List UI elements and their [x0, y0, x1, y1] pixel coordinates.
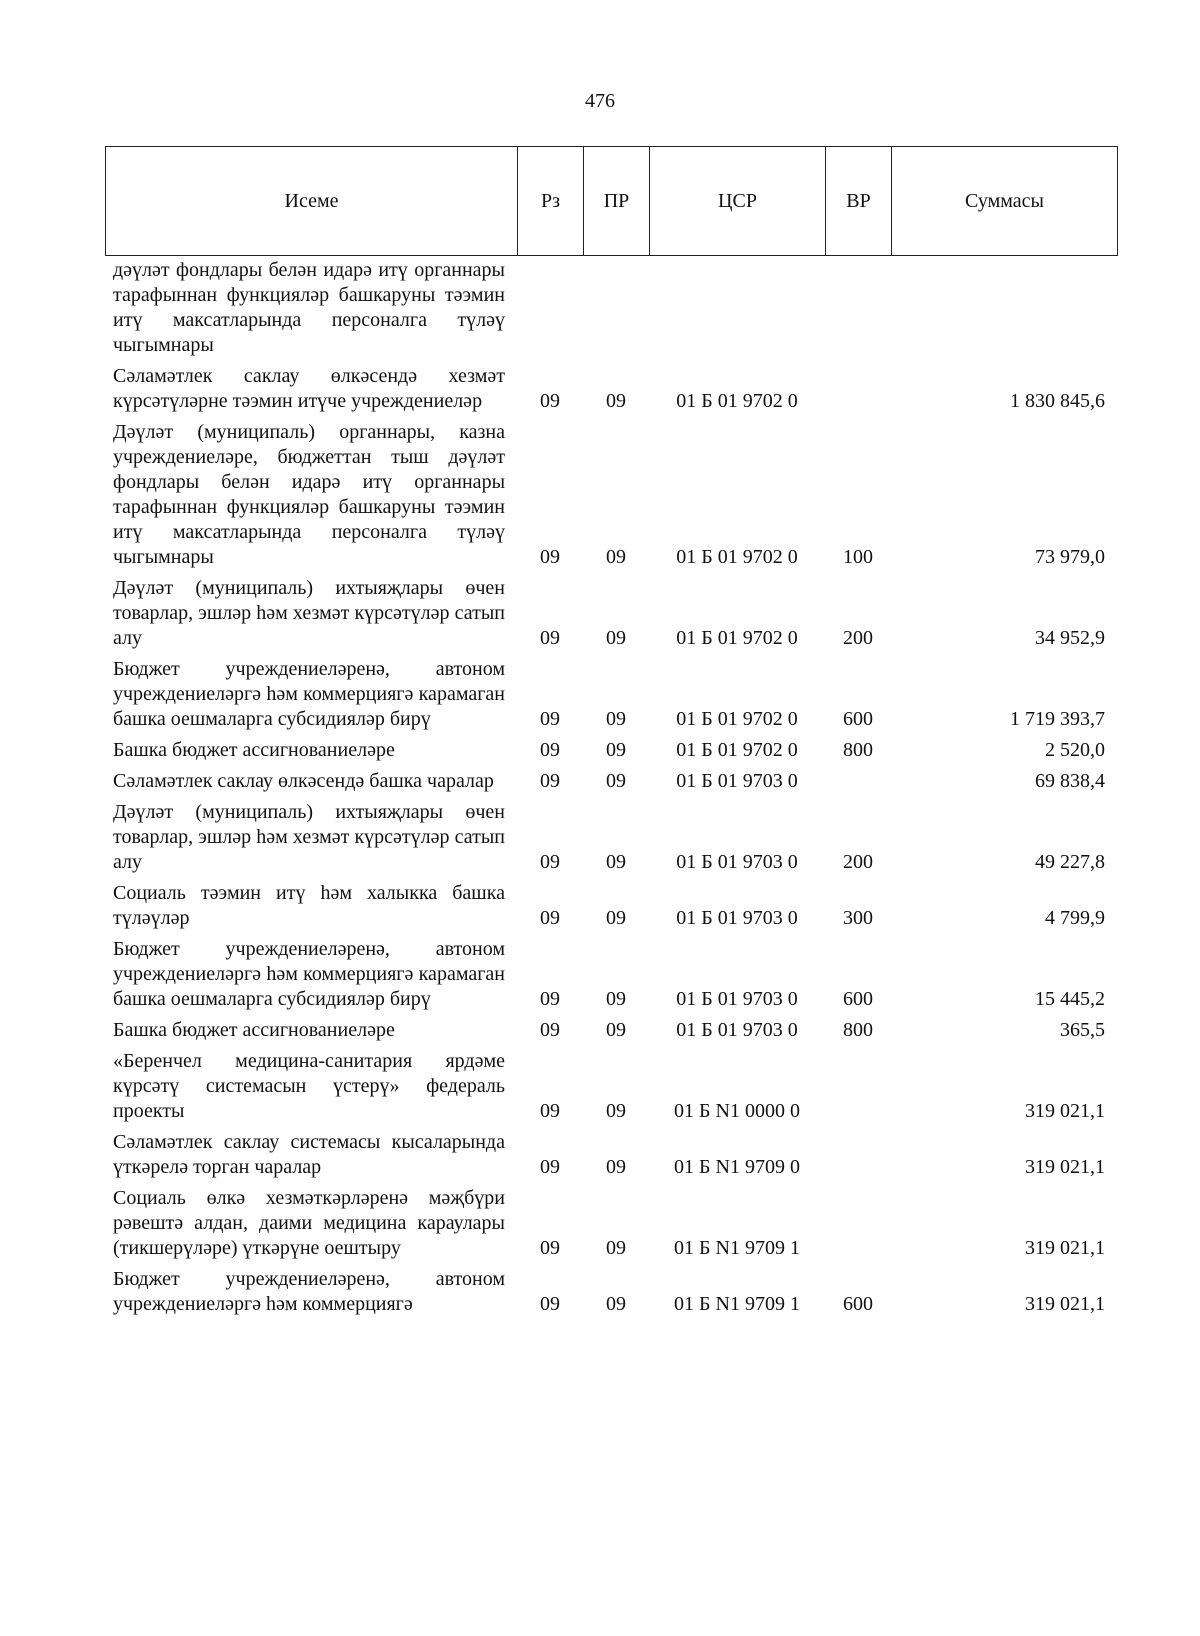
cell-vr: 600 — [843, 988, 873, 1010]
cell-pr: 09 — [606, 1019, 626, 1041]
cell-sum: 319 021,1 — [1025, 1237, 1105, 1259]
table-row — [105, 1049, 1117, 1130]
cell-name: Бюджет учреждениеләренә, автоном учреждениеләргә һәм коммерциягә карамаган башка оешмаларга субсидияләр бирү — [113, 658, 505, 730]
cell-vr: 600 — [843, 708, 873, 730]
cell-name: Дәүләт (муниципаль) ихтыяҗлары өчен товарлар, эшләр һәм хезмәт күрсәтүләр сатып алу — [113, 801, 505, 873]
cell-rz: 09 — [540, 1019, 560, 1041]
cell-csr: 01 Б 01 9703 0 — [676, 851, 798, 873]
cell-vr — [825, 258, 891, 364]
cell-csr: 01 Б 01 9703 0 — [676, 770, 798, 792]
cell-vr — [825, 364, 891, 420]
cell-sum: 69 838,4 — [1035, 770, 1105, 792]
cell-pr: 09 — [606, 1100, 626, 1122]
cell-name: Бюджет учреждениеләренә, автоном учреждениеләргә һәм коммерциягә карамаган башка оешмаларга субсидияләр бирү — [113, 938, 505, 1010]
cell-sum: 2 520,0 — [1045, 739, 1105, 761]
table-row — [105, 881, 1117, 937]
cell-name: «Беренчел медицина-санитария ярдәме күрсәтү системасын үстерү» федераль проекты — [113, 1050, 505, 1122]
cell-vr: 800 — [843, 1019, 873, 1041]
cell-rz: 09 — [540, 739, 560, 761]
cell-csr: 01 Б 01 9702 0 — [676, 739, 798, 761]
table-body — [105, 258, 1117, 1323]
table-row — [105, 258, 1117, 364]
cell-pr: 09 — [606, 770, 626, 792]
cell-name: Сәламәтлек саклау өлкәсендә хезмәт күрсәтүләрне тәэмин итүче учреждениеләр — [113, 365, 505, 412]
cell-sum: 15 445,2 — [1035, 988, 1105, 1010]
cell-rz — [517, 258, 583, 364]
header-name: Исеме — [106, 147, 518, 256]
cell-csr: 01 Б N1 9709 1 — [674, 1237, 800, 1259]
cell-pr: 09 — [606, 988, 626, 1010]
cell-pr: 09 — [606, 851, 626, 873]
cell-rz: 09 — [540, 1293, 560, 1315]
cell-csr: 01 Б 01 9703 0 — [676, 1019, 798, 1041]
cell-sum: 1 719 393,7 — [1010, 708, 1105, 730]
cell-csr: 01 Б 01 9702 0 — [676, 546, 798, 568]
cell-sum: 4 799,9 — [1045, 907, 1105, 929]
cell-rz: 09 — [540, 770, 560, 792]
cell-pr: 09 — [606, 390, 626, 412]
cell-rz: 09 — [540, 1237, 560, 1259]
cell-name: Дәүләт (муниципаль) ихтыяҗлары өчен товарлар, эшләр һәм хезмәт күрсәтүләр сатып алу — [113, 577, 505, 649]
cell-sum: 319 021,1 — [1025, 1293, 1105, 1315]
cell-csr: 01 Б 01 9702 0 — [676, 708, 798, 730]
header-sum: Суммасы — [892, 147, 1118, 256]
table-row — [105, 364, 1117, 420]
table-row — [105, 420, 1117, 576]
cell-sum — [891, 258, 1117, 364]
cell-csr: 01 Б N1 9709 0 — [674, 1156, 800, 1178]
cell-rz: 09 — [540, 1156, 560, 1178]
header-vr: ВР — [826, 147, 892, 256]
cell-csr — [649, 258, 825, 364]
table-row — [105, 1018, 1117, 1049]
cell-pr: 09 — [606, 907, 626, 929]
cell-pr: 09 — [606, 1237, 626, 1259]
cell-rz: 09 — [540, 546, 560, 568]
header-csr: ЦСР — [650, 147, 826, 256]
cell-name: Башка бюджет ассигнованиеләре — [113, 739, 395, 761]
cell-sum: 319 021,1 — [1025, 1100, 1105, 1122]
cell-csr: 01 Б 01 9702 0 — [676, 390, 798, 412]
cell-vr: 100 — [843, 546, 873, 568]
cell-rz: 09 — [540, 851, 560, 873]
cell-sum: 1 830 845,6 — [1010, 390, 1105, 412]
cell-pr: 09 — [606, 627, 626, 649]
cell-rz: 09 — [540, 390, 560, 412]
cell-pr — [583, 258, 649, 364]
cell-name: Социаль тәэмин итү һәм халыкка башка түләүләр — [113, 882, 505, 929]
cell-vr: 600 — [843, 1293, 873, 1315]
cell-vr: 200 — [843, 851, 873, 873]
cell-csr: 01 Б 01 9703 0 — [676, 988, 798, 1010]
cell-name: Башка бюджет ассигнованиеләре — [113, 1019, 395, 1041]
cell-name: Бюджет учреждениеләренә, автоном учреждениеләргә һәм коммерциягә — [113, 1268, 505, 1315]
cell-pr: 09 — [606, 546, 626, 568]
page-number: 476 — [585, 90, 615, 112]
cell-csr: 01 Б 01 9703 0 — [676, 907, 798, 929]
cell-sum: 73 979,0 — [1035, 546, 1105, 568]
cell-csr: 01 Б 01 9702 0 — [676, 627, 798, 649]
table-row — [105, 576, 1117, 657]
cell-name: Социаль өлкә хезмәткәрләренә мәҗбүри рәвештә алдан, даими медицина караулары (тикшерүләре) үткәрүне оештыру — [113, 1187, 505, 1259]
cell-vr — [825, 1130, 891, 1186]
cell-sum: 49 227,8 — [1035, 851, 1105, 873]
cell-pr: 09 — [606, 1293, 626, 1315]
cell-vr: 200 — [843, 627, 873, 649]
cell-rz: 09 — [540, 627, 560, 649]
table-row — [105, 657, 1117, 738]
table-row — [105, 1186, 1117, 1267]
cell-pr: 09 — [606, 739, 626, 761]
cell-rz: 09 — [540, 907, 560, 929]
table-header — [105, 146, 1118, 256]
cell-vr — [825, 769, 891, 800]
cell-sum: 365,5 — [1060, 1019, 1105, 1041]
cell-name: Сәламәтлек саклау системасы кысаларында үткәрелә торган чаралар — [113, 1131, 505, 1178]
cell-vr: 300 — [843, 907, 873, 929]
cell-name: дәүләт фондлары белән идарә итү органнары тарафыннан функцияләр башкаруны тәэмин итү максатларында персоналга түләү чыгымнары — [113, 259, 505, 356]
cell-pr: 09 — [606, 708, 626, 730]
cell-name: Дәүләт (муниципаль) органнары, казна учреждениеләре, бюджеттан тыш дәүләт фондлары белән идарә итү органнары тарафыннан функцияләр башкаруны тәэмин итү максатларында персоналга түләү чыгымнары — [113, 421, 505, 568]
cell-name: Сәламәтлек саклау өлкәсендә башка чаралар — [113, 770, 494, 792]
cell-rz: 09 — [540, 1100, 560, 1122]
cell-csr: 01 Б N1 9709 1 — [674, 1293, 800, 1315]
budget-table — [105, 258, 1117, 1323]
cell-vr: 800 — [843, 739, 873, 761]
header-rz: Рз — [518, 147, 584, 256]
table-row — [105, 1267, 1117, 1323]
header-pr: ПР — [584, 147, 650, 256]
cell-vr — [825, 1186, 891, 1267]
cell-pr: 09 — [606, 1156, 626, 1178]
table-row — [105, 738, 1117, 769]
table-row — [105, 1130, 1117, 1186]
cell-sum: 34 952,9 — [1035, 627, 1105, 649]
cell-vr — [825, 1049, 891, 1130]
cell-rz: 09 — [540, 988, 560, 1010]
table-row — [105, 769, 1117, 800]
table-row — [105, 937, 1117, 1018]
table-row — [105, 800, 1117, 881]
cell-csr: 01 Б N1 0000 0 — [674, 1100, 800, 1122]
cell-rz: 09 — [540, 708, 560, 730]
cell-sum: 319 021,1 — [1025, 1156, 1105, 1178]
